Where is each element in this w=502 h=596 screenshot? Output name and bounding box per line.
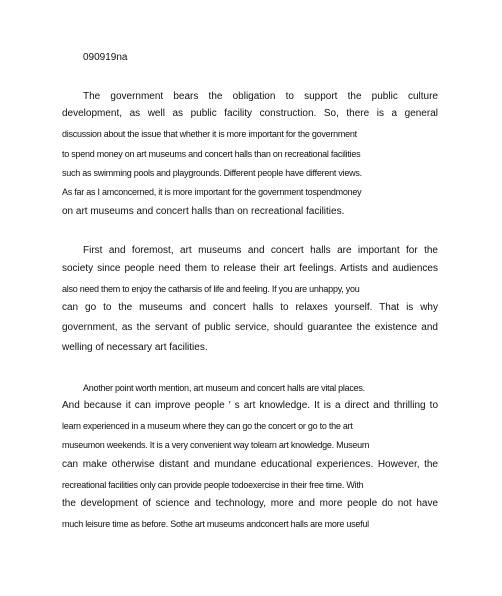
paragraph-3-line-7: the development of science and technology, more and more people do not have xyxy=(62,498,438,509)
paragraph-2-line-4: can go to the museums and concert halls to relaxes yourself. That is why xyxy=(62,302,438,313)
paragraph-2-line-2: society since people need them to release their art feelings. Artists and audiences xyxy=(62,263,438,274)
paragraph-3-line-5: can make otherwise distant and mundane educational experiences. However, the xyxy=(62,459,438,470)
paragraph-1-line-6: As far as I amconcerned, it is more important for the government tospendmoney xyxy=(62,187,362,197)
paragraph-1-line-5: such as swimming pools and playgrounds. Different people have different views. xyxy=(62,168,362,178)
paragraph-3-line-3: learn experienced in a museum where they can go the concert or go to the art xyxy=(62,421,353,431)
document-id: 090919na xyxy=(83,52,128,63)
paragraph-2-line-3: also need them to enjoy the catharsis of life and feeling. If you are unhappy, you xyxy=(62,284,360,294)
paragraph-3-line-2: And because it can improve people ′ s art knowledge. It is a direct and thrilling to xyxy=(62,400,438,411)
paragraph-3-line-6: recreational facilities only can provide people todoexercise in their free time. With xyxy=(62,480,364,490)
paragraph-1-line-1: The government bears the obligation to support the public culture xyxy=(83,91,438,102)
paragraph-1-line-2: development, as well as public facility construction. So, there is a general xyxy=(62,108,438,119)
paragraph-1-line-3: discussion about the issue that whether it is more important for the government xyxy=(62,129,357,139)
paragraph-3-line-8: much leisure time as before. Sothe art museums andconcert halls are more useful xyxy=(62,519,369,529)
paragraph-1-line-4: to spend money on art museums and concert halls than on recreational facilities xyxy=(62,149,361,159)
paragraph-1-line-7: on art museums and concert halls than on recreational facilities. xyxy=(62,206,345,217)
paragraph-3-line-4: museumon weekends. It is a very convenient way tolearn art knowledge. Museum xyxy=(62,440,370,450)
paragraph-2-line-6: welling of necessary art facilities. xyxy=(62,342,208,353)
paragraph-2-line-5: government, as the servant of public service, should guarantee the existence and xyxy=(62,322,438,333)
paragraph-2-line-1: First and foremost, art museums and concert halls are important for the xyxy=(83,245,438,256)
paragraph-3-line-1: Another point worth mention, art museum and concert halls are vital places. xyxy=(83,383,365,393)
